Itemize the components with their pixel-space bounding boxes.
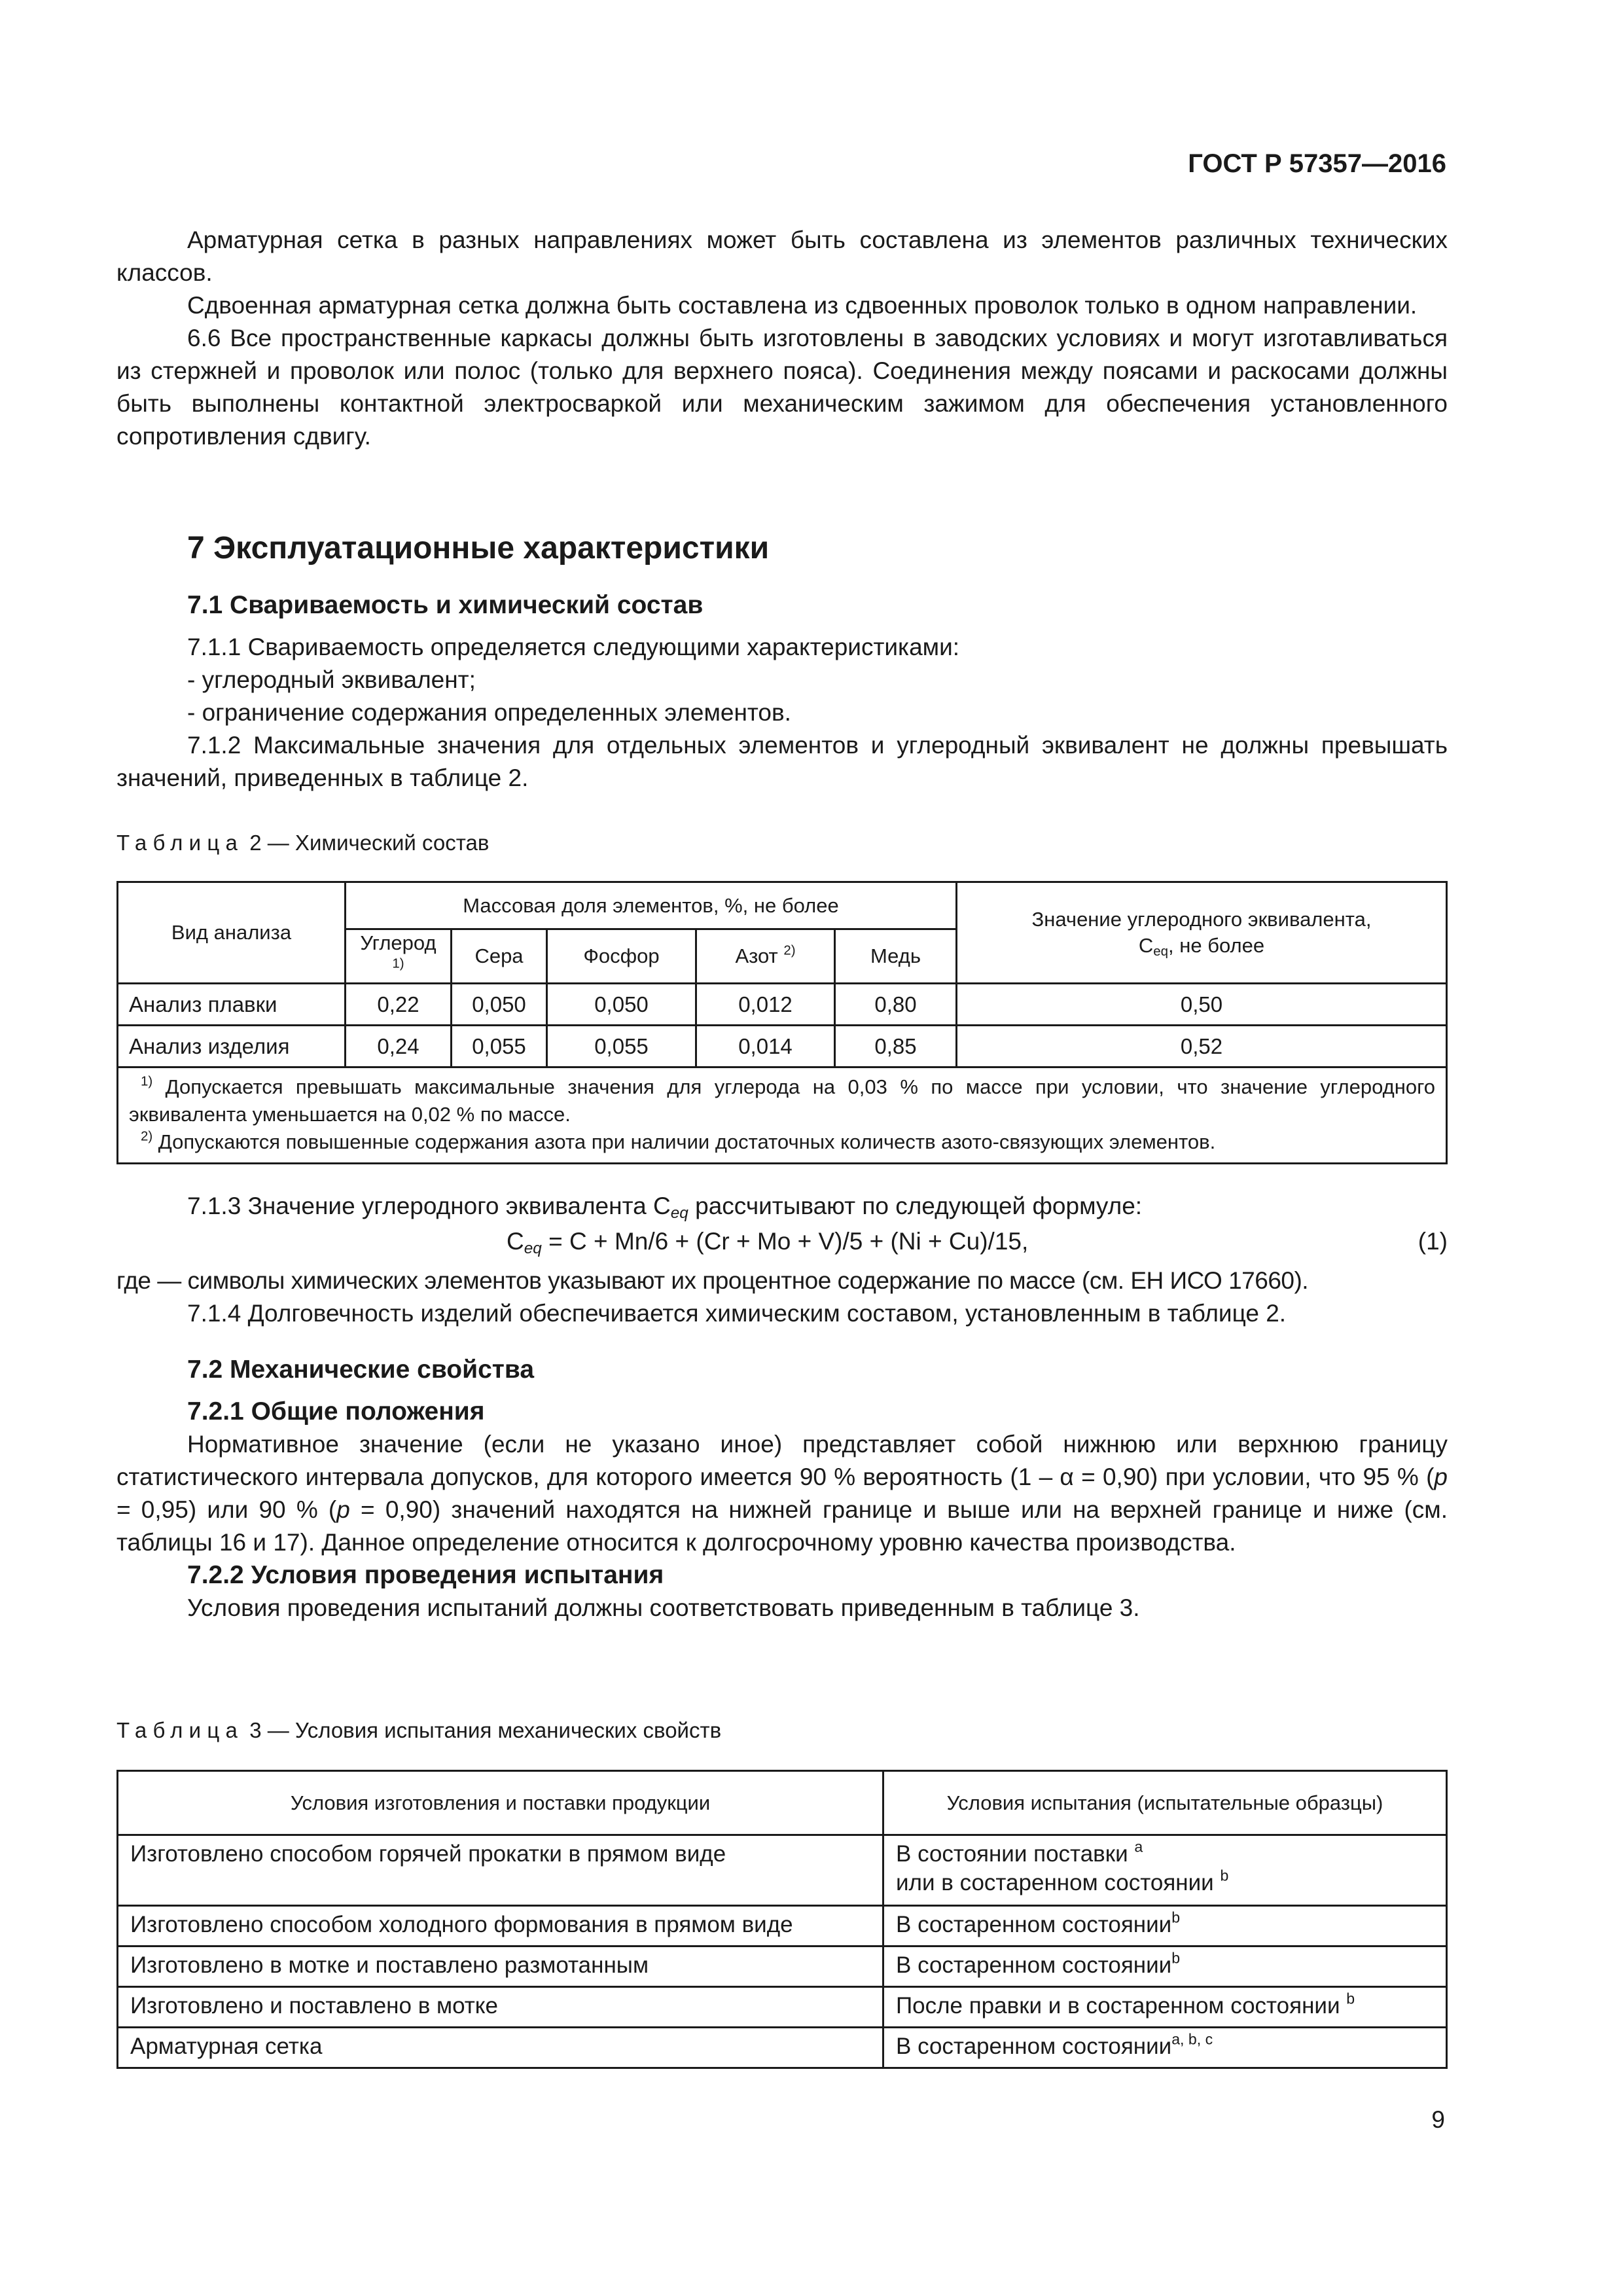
clause-7-1-1: 7.1.1 Свариваемость определяется следующими характеристиками:	[187, 634, 960, 660]
table-row	[118, 1026, 1447, 1067]
element-name: Фосфор	[583, 944, 660, 967]
table-2-cell-value: 0,22	[346, 984, 452, 1026]
footnote-mark: b	[1171, 1909, 1181, 1926]
table-2-header-analysis: Вид анализа	[118, 882, 346, 984]
formula-subscript: eq	[524, 1240, 542, 1258]
table-3-cell-testing	[883, 1946, 1447, 1987]
table-2-caption	[116, 829, 1448, 857]
table-2-cell-ceq: 0,52	[957, 1026, 1447, 1067]
table-row	[118, 1946, 1447, 1987]
table-3-header-testing: Условия испытания (испытательные образцы)	[883, 1771, 1447, 1835]
formula-lhs: C	[507, 1228, 524, 1255]
table-row	[118, 1987, 1447, 2028]
footnote-mark: 2)	[141, 1128, 153, 1144]
footnote-text: Допускаются повышенные содержания азота при наличии достаточных количеств азото-связующих элементов.	[152, 1130, 1216, 1153]
table-3	[116, 1770, 1448, 2069]
table-2-cell-value: 0,85	[835, 1026, 957, 1067]
table-3-cell-production: Изготовлено и поставлено в мотке	[118, 1987, 883, 2028]
clause-6-6: 6.6 Все пространственные каркасы должны быть изготовлены в заводских условиях и могут изготавливаться из стержней и проволок или полос (только для верхнего пояса). Соединения между поясами и раскосами должны быть выполнены контактной электросваркой или механическим зажимом для обеспечения установленного сопротивления сдвигу.	[116, 325, 1448, 450]
table-2-header-element	[452, 929, 547, 984]
list-item-element-limits: - ограничение содержания определенных элементов.	[187, 699, 791, 726]
footnote-mark: a	[1134, 1838, 1143, 1856]
footnote-mark: b	[1220, 1867, 1229, 1884]
table-2-cell-analysis: Анализ изделия	[118, 1026, 346, 1067]
table-row	[118, 1835, 1447, 1906]
table-2-header-ceq-subscript: eq	[1153, 944, 1169, 960]
intro-paragraph-2: Сдвоенная арматурная сетка должна быть составлена из сдвоенных проволок только в одном направлении.	[187, 292, 1418, 319]
cell-text: В состаренном состоянии	[896, 1952, 1172, 1978]
table-3-header-row	[118, 1771, 1447, 1835]
table-2-header-mass-fraction: Массовая доля элементов, %, не более	[346, 882, 957, 929]
clause-7-2-1-text	[116, 1428, 1448, 1559]
table-2-header-element	[346, 929, 452, 984]
table-row	[118, 1906, 1447, 1946]
formula-1	[116, 1223, 1448, 1262]
table-2-header-element	[835, 929, 957, 984]
table-2-notes-row	[118, 1067, 1447, 1164]
ceq-subscript: eq	[670, 1204, 688, 1223]
table-3-header-production: Условия изготовления и поставки продукции	[118, 1771, 883, 1835]
standard-id: ГОСТ Р 57357—2016	[1188, 149, 1446, 178]
subsection-7-2-2-title: 7.2.2 Условия проведения испытания	[187, 1561, 664, 1589]
formula-where-clause: где — символы химических элементов указывают их процентное содержание по массе (см. ЕН ИСО 17660).	[116, 1267, 1309, 1294]
intro-block	[116, 224, 1448, 453]
table-2-cell-value: 0,050	[547, 984, 696, 1026]
table-2	[116, 881, 1448, 1164]
clause-7-1-3-text-end: рассчитывают по следующей формуле:	[688, 1193, 1143, 1219]
table-row	[118, 984, 1447, 1026]
table-2-header-element	[696, 929, 835, 984]
table-3-cell-testing	[883, 1835, 1447, 1906]
table-2-header-ceq-line2: , не более	[1168, 934, 1265, 957]
page-number: 9	[1431, 2106, 1445, 2133]
table-3-block	[116, 1770, 1448, 2069]
footnote-text: Допускается превышать максимальные значения для углерода на 0,03 % по массе при условии, что значение углеродного эквивалента уменьшается на 0,02 % по массе.	[129, 1075, 1435, 1126]
table-2-cell-value: 0,24	[346, 1026, 452, 1067]
p-symbol: p	[1434, 1463, 1448, 1490]
footnote-mark: 1)	[141, 1073, 153, 1089]
table-2-footnote-1	[129, 1073, 1435, 1128]
table-2-caption-text: 2 — Химический состав	[243, 831, 490, 855]
p-symbol: p	[336, 1496, 350, 1523]
table-row	[118, 2028, 1447, 2068]
table-2-cell-value: 0,050	[452, 984, 547, 1026]
footnote-mark: b	[1346, 1990, 1355, 2007]
clause-text: = 0,90) значений находятся на нижней границе и выше или на верхней границе и ниже (см. таблицы 16 и 17). Данное определение относится к долгосрочному уровню качества производства.	[116, 1496, 1448, 1556]
table-2-footnote-2	[129, 1128, 1435, 1156]
table-2-header-element	[547, 929, 696, 984]
table-2-cell-value: 0,012	[696, 984, 835, 1026]
cell-text: В состаренном состоянии	[896, 2034, 1172, 2059]
formula-expression	[507, 1225, 1028, 1258]
alpha-symbol: α	[1060, 1463, 1074, 1490]
table-3-cell-production: Арматурная сетка	[118, 2028, 883, 2068]
clause-text: Нормативное значение (если не указано иное) представляет собой нижнюю или верхнюю границу статистического интервала допусков, для которого имеется 90 % вероятность (1 –	[116, 1431, 1448, 1490]
table-3-cell-testing	[883, 1906, 1447, 1946]
table-3-caption	[116, 1716, 1448, 1745]
table-2-header-row-1	[118, 882, 1447, 929]
element-name: Сера	[474, 944, 524, 967]
table-2-block	[116, 881, 1448, 1164]
table-3-cell-testing	[883, 2028, 1447, 2068]
table-3-cell-testing	[883, 1987, 1447, 2028]
subsection-7-1-block	[116, 589, 1448, 795]
clauses-7-1-3-to-7-1-4	[116, 1190, 1448, 1330]
table-2-header-ceq-line1: Значение углеродного эквивалента,	[1031, 908, 1372, 931]
table-2-cell-value: 0,014	[696, 1026, 835, 1067]
table-2-caption-label: Таблица	[116, 831, 244, 855]
table-2-cell-ceq: 0,50	[957, 984, 1447, 1026]
footnote-mark: 2)	[783, 942, 796, 958]
table-3-cell-production: Изготовлено способом горячей прокатки в прямом виде	[118, 1835, 883, 1906]
table-2-caption-block	[116, 829, 1448, 857]
cell-text: В состоянии поставки	[896, 1841, 1135, 1867]
element-name: Медь	[870, 944, 921, 967]
table-2-cell-analysis: Анализ плавки	[118, 984, 346, 1026]
formula-rhs: = C + Mn/6 + (Cr + Mo + V)/5 + (Ni + Cu)/15,	[541, 1228, 1029, 1255]
section-7-title: 7 Эксплуатационные характеристики	[187, 531, 770, 565]
clause-7-2-2-text: Условия проведения испытаний должны соответствовать приведенным в таблице 3.	[187, 1594, 1140, 1621]
element-name: Углерод	[360, 931, 437, 954]
clause-7-1-3-text: 7.1.3 Значение углеродного эквивалента C	[187, 1193, 671, 1219]
subsection-7-2-title: 7.2 Механические свойства	[187, 1355, 535, 1384]
section-7-heading-block	[116, 529, 1448, 568]
clause-7-1-3	[116, 1190, 1448, 1223]
clause-7-1-2: 7.1.2 Максимальные значения для отдельных элементов и углеродный эквивалент не должны превышать значений, приведенных в таблице 2.	[116, 732, 1448, 791]
table-2-cell-value: 0,80	[835, 984, 957, 1026]
cell-text: В состаренном состоянии	[896, 1912, 1172, 1937]
clause-7-1-4: 7.1.4 Долговечность изделий обеспечивается химическим составом, установленным в таблице 2.	[187, 1300, 1287, 1327]
cell-text: После правки и в состаренном состоянии	[896, 1993, 1347, 2018]
footnote-mark: 1)	[392, 956, 404, 971]
footnote-mark: a, b, c	[1171, 2030, 1213, 2048]
clause-text: = 0,95) или 90 % (	[116, 1496, 337, 1523]
table-3-caption-label: Таблица	[116, 1718, 244, 1742]
table-3-cell-production: Изготовлено в мотке и поставлено размотанным	[118, 1946, 883, 1987]
intro-paragraph-1: Арматурная сетка в разных направлениях может быть составлена из элементов различных технических классов.	[116, 226, 1448, 286]
list-item-carbon-equivalent: - углеродный эквивалент;	[187, 666, 476, 693]
table-2-header-ceq	[957, 882, 1447, 984]
table-3-caption-text: 3 — Условия испытания механических свойств	[243, 1718, 722, 1742]
table-3-cell-production: Изготовлено способом холодного формования в прямом виде	[118, 1906, 883, 1946]
table-2-notes	[118, 1067, 1447, 1164]
table-2-cell-value: 0,055	[547, 1026, 696, 1067]
element-name: Азот	[735, 944, 778, 967]
subsection-7-2-1-title: 7.2.1 Общие положения	[187, 1397, 485, 1426]
subsection-7-1-title: 7.1 Свариваемость и химический состав	[187, 591, 704, 619]
table-2-header-ceq-symbol: C	[1138, 934, 1154, 957]
subsection-7-2-block	[116, 1354, 1448, 1624]
cell-text: или в состаренном состоянии	[896, 1870, 1221, 1895]
clause-text: = 0,90) при условии, что 95 % (	[1073, 1463, 1435, 1490]
footnote-mark: b	[1171, 1949, 1181, 1967]
formula-number: (1)	[1418, 1228, 1448, 1255]
table-3-caption-block	[116, 1716, 1448, 1745]
table-2-cell-value: 0,055	[452, 1026, 547, 1067]
